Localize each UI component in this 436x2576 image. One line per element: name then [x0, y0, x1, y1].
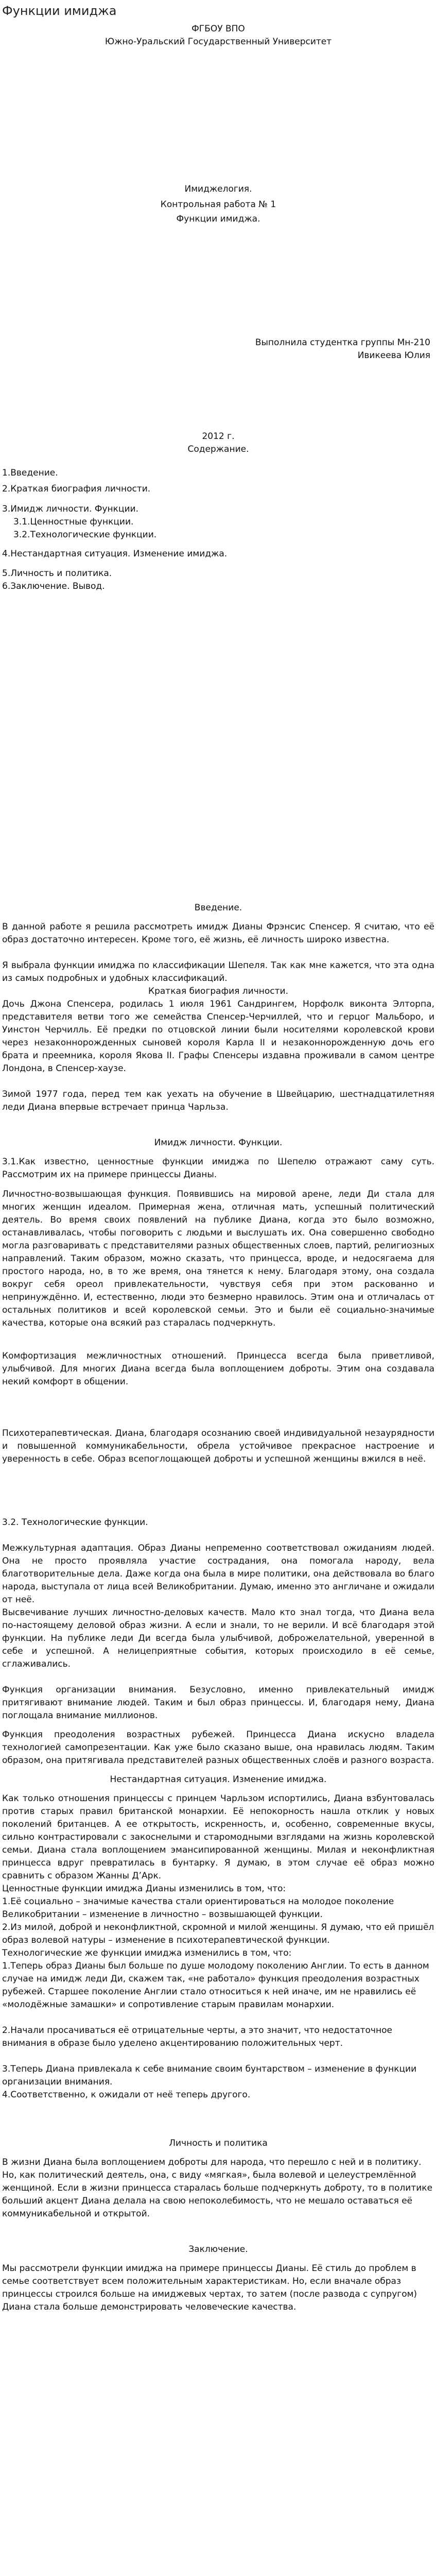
bio-paragraph: Зимой 1977 года, перед тем как уехать на обучение в Швейцарию, шестнадцатилетняя леди Диана впервые встречает принца Чарльза. — [2, 1089, 434, 1112]
author-line-2: Ивикеева Юлия — [357, 350, 430, 361]
change-paragraph: 1.Её социально – значимые качества стали ориентироваться на молодое поколение Великобритании – изменение в личностно – возвышающей функции. — [2, 1896, 394, 1920]
intro-paragraph: Я выбрала функции имиджа по классификации Шепеля. Так как мне кажется, что эта одна из самых подробных и удобных классификаций. — [2, 960, 434, 984]
conclusion-paragraph: Мы рассмотрели функции имиджа на примере принцессы Дианы. Её стиль до проблем в семье соответствует всем положительным характеристикам. Но, если вначале образ принцессы строился больше на имиджевых чертах, то затем (после развода с супругом) Диана стала больше демонстрировать человеческие качества. — [2, 2263, 417, 2312]
politics-heading: Личность и политика — [169, 2138, 268, 2148]
subject-line: Имиджелогия. — [184, 184, 252, 194]
toc-item: 6.Заключение. Вывод. — [2, 581, 105, 591]
change-paragraph: Как только отношения принцессы с принцем Чарльзом испортились, Диана взбунтовалась против старых правил британской монархии. Её непокорность нашла отклик у новых поколений британцев. А ее открытость, искренность, и, особенно, современные вкусы, сильно контрастировали с закоснелыми и старомодными взглядами на жизнь королевской семьи. Диана стала воплощением эмансипированной женщины. Милая и неконфликтная принцесса вдруг превратилась в бунтарку. Я думаю, в этом случае её образ можно сравнить с образом Жанны Д’Арк. — [2, 1793, 434, 1881]
intro-paragraph: В данной работе я решила рассмотреть имидж Дианы Фрэнсис Спенсер. Я считаю, что её образ достаточно интересен. Кроме того, её жизнь, её личность широко известна. — [2, 922, 434, 945]
bio-paragraph: Дочь Джона Спенсера, родилась 1 июля 1961 Сандрингем, Норфолк виконта Элторпа, представителя ветви того же семейства Спенсер-Черчиллей, что и герцог Мальборо, и Уинстон Черчилль. Её предки по отцовской линии были носителями королевской крови через незаконнорожденных сыновей короля Карла II и незаконнорожденную дочь его брата и преемника, короля Якова II. Графы Спенсеры издавна проживали в самом центре Лондона, в Спенсер-хаузе. — [2, 999, 434, 1074]
change-paragraph: Ценностные функции имиджа Дианы изменились в том, что: — [2, 1884, 286, 1894]
change-paragraph: 4.Соответственно, к ожидали от неё теперь другого. — [2, 2090, 251, 2100]
toc-item: 1.Введение. — [2, 468, 58, 478]
functions-paragraph: Комфортизация межличностных отношений. Принцесса всегда была приветливой, улыбчивой. Для многих Диана всегда была воплощением доброты. Этим она создавала некий комфорт в общении. — [2, 1351, 434, 1387]
toc-item: 3.2.Технологические функции. — [13, 530, 157, 540]
functions-paragraph: Психотерапевтическая. Диана, благодаря осознанию своей индивидуальной незаурядности и повышенной коммуникабельности, обрела устойчивое прекрасное настроение и уверенность в себе. Образ всепоглощающей доброты и успешной женщины вжился в неё. — [2, 1428, 434, 1464]
toc-item: 3.Имидж личности. Функции. — [2, 504, 139, 514]
change-paragraph: 2.Начали просачиваться её отрицательные черты, а это значит, что недостаточное внимания в образе было уделено акцентированию положительных черт. — [2, 2025, 392, 2048]
toc-item: 4.Нестандартная ситуация. Изменение имиджа. — [2, 549, 228, 559]
change-paragraph: 2.Из милой, доброй и неконфликтной, скромной и милой женщины. Я думаю, что ей пришёл образ волевой натуры – изменение в психотерапевтической функции. — [2, 1922, 434, 1945]
org-line: ФГБОУ ВПО — [191, 24, 245, 34]
politics-paragraph: В жизни Диана была воплощением доброты для народа, что перешло с ней и в политику. Но, как политический деятель, она, с виду «мягкая», была волевой и целеустремлённой женщиной. Если в жизни принцесса старалась больше подчеркнуть доброту, то в политике больший акцент Диана делала на свою непоколебимость, что не мешало оставаться её коммуникабельной и открытой. — [2, 2157, 433, 2219]
functions-paragraph: 3.1.Как известно, ценностные функции имиджа по Шепелю отражают саму суть. Рассмотрим их на примере принцессы Дианы. — [2, 1157, 434, 1180]
change-paragraph: Технологические же функции имиджа изменились в том, что: — [2, 1948, 292, 1958]
document-title: Функции имиджа — [2, 4, 117, 18]
change-paragraph: 3.Теперь Диана привлекала к себе внимание своим бунтарством – изменение в функции организации внимания. — [2, 2064, 417, 2087]
toc-heading: Содержание. — [187, 444, 249, 454]
toc-item: 5.Личность и политика. — [2, 568, 112, 579]
tech-paragraph: Межкультурная адаптация. Образ Дианы непременно соответствовал ожиданиям людей. Она не просто проявляла участие сострадания, она помогала народу, вела благотворительные дела. Даже когда она была в мире политики, она действовала во благо народа, выступала от лица всей Великобритании. Думаю, именно это англичане и ожидали от неё. — [2, 1543, 434, 1605]
author-line-1: Выполнила студентка группы Мн-210 — [255, 337, 430, 348]
university-line: Южно-Уральский Государственный Университет — [104, 37, 332, 47]
topic-line: Функции имиджа. — [176, 214, 260, 224]
change-heading: Нестандартная ситуация. Изменение имиджа. — [110, 1774, 327, 1785]
tech-paragraph: Функция преодоления возрастных рубежей. Принцесса Диана искусно владела технологией самопрезентации. Как уже было сказано выше, она нравилась людям. Таким образом, она притягивала представителей разных общественных слоёв и разного возраста. — [2, 1730, 434, 1766]
toc-item: 2.Краткая биография личности. — [2, 484, 151, 494]
work-line: Контрольная работа № 1 — [160, 199, 276, 210]
toc-item: 3.1.Ценностные функции. — [13, 517, 134, 527]
tech-heading: 3.2. Технологические функции. — [2, 1517, 148, 1528]
intro-heading: Введение. — [194, 903, 242, 913]
tech-paragraph: Функция организации внимания. Безусловно, именно привлекательный имидж притягивают внимание людей. Таким и был образ принцессы. И, благодаря нему, Диана поглощала внимание миллионов. — [2, 1685, 434, 1721]
functions-paragraph: Личностно-возвышающая функция. Появившись на мировой арене, леди Ди стала для многих женщин идеалом. Примерная жена, отличная мать, успешный политический деятель. Во время своих появлений на публике Диана, когда это было возможно, останавливалась, чтобы поговорить с людьми и выслушать их. Она совершенно свободно могла разговаривать с представителями разных общественных слоев, партий, религиозных направлений. Таким образом, можно сказать, что принцесса, вроде, и недосягаема для простого народа, но, в то же время, она тянется к нему. Благодаря этому, она создала вокруг себя ореол привлекательности, чувствуя себя при этом раскованно и непринуждённо. И, естественно, люди это безмерно нравилось. Этим она и отличалась от остальных политиков и всей королевской семьи. Это и были её социально-значимые качества, которые она всякий раз старалась подчеркнуть. — [2, 1189, 434, 1328]
bio-heading: Краткая биография личности. — [148, 986, 288, 996]
change-paragraph: 1.Теперь образ Дианы был больше по душе молодому поколению Англии. То есть в данном случае на имидж леди Ди, скажем так, «не работало» функция преодоления возрастных рубежей. Старшее поколение Англии стало относиться к ней иначе, им не нравились её «молодёжные замашки» и сопротивление старым правилам монархии. — [2, 1961, 429, 2010]
conclusion-heading: Заключение. — [188, 2244, 248, 2255]
functions-heading: Имидж личности. Функции. — [154, 1138, 283, 1148]
tech-paragraph: Высвечивание лучших личностно-деловых качеств. Мало кто знал тогда, что Диана вела по-настоящему деловой образ жизни. А если и знали, то не верили. И всё благодаря этой функции. На публике леди Ди всегда была улыбчивой, доброжелательной, уверенной в себе и успешной. А нелицеприятные события, которых происходило в её семье, сглаживались. — [2, 1607, 434, 1669]
year-line: 2012 г. — [202, 431, 235, 442]
